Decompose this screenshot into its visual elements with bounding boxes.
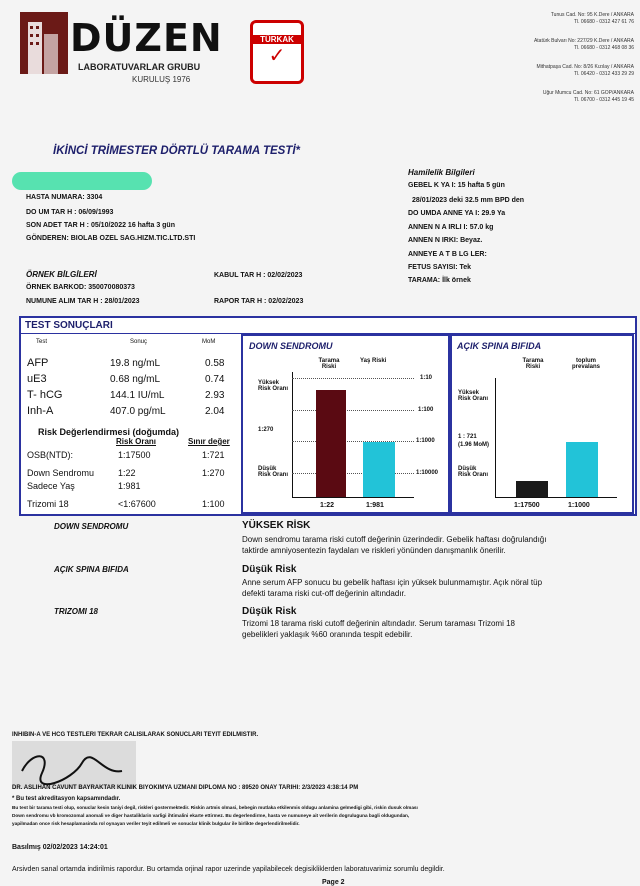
patient-sender: GÖNDEREN: BIOLAB OZEL SAG.HIZM.TIC.LTD.STI [26, 235, 196, 242]
down-tick-label: 1:10000 [416, 470, 439, 476]
interp-risk: Düşük Risk [242, 564, 297, 575]
sample-collection: NUMUNE ALIM TAR H : 28/01/2023 [26, 298, 140, 305]
interp-text: Trizomi 18 tarama riski cutoff değerinin altındadır. Serum taraması Trizomi 18 [242, 619, 515, 628]
down-y-axis [292, 372, 293, 498]
interp-text: Anne serum AFP sonucu bu gebelik haftası için yüksek bulunmamıştır. Açık nöral tüp [242, 578, 543, 587]
col-test: Test [36, 339, 48, 345]
interp-risk: Düşük Risk [242, 606, 297, 617]
fetus-count: FETUS SAYISI: Tek [408, 264, 472, 271]
pregnancy-ga-date: 28/01/2023 deki 32.5 mm BPD den [412, 197, 525, 204]
turkak-label: TÜRKAK [253, 35, 301, 44]
logo-building-icon [20, 12, 68, 74]
interp-label: AÇIK SPINA BIFIDA [54, 565, 129, 574]
down-tick-label: 1:100 [418, 407, 434, 413]
mother-race: ANNEN N IRKI: Beyaz. [408, 237, 483, 244]
down-bar-label: 1:22 [320, 502, 335, 509]
spina-y-low: Düşük Risk Oranı [458, 466, 489, 478]
spina-bar-screening [516, 481, 548, 497]
spina-chart-title: AÇIK SPINA BIFIDA [457, 341, 542, 351]
result-test: AFP [27, 357, 49, 369]
result-test: uE3 [27, 373, 47, 385]
interp-risk: YÜKSEK RİSK [242, 520, 311, 531]
redaction-mark [12, 172, 152, 190]
interp-label: DOWN SENDROMU [54, 522, 129, 531]
signature-image [12, 741, 136, 789]
printed-date: Basılmış 02/02/2023 14:24:01 [12, 844, 108, 851]
interp-label: TRIZOMI 18 [54, 607, 99, 616]
logo-subtitle: LABORATUVARLAR GRUBU [78, 62, 201, 72]
result-value: 0.68 ng/mL [110, 374, 161, 385]
pregnancy-title: Hamilelik Bilgileri [408, 168, 475, 177]
doctor-signature-line: DR. ASLIHAN CAVUNT BAYRAKTAR KLINIK BIYOKIMYA UZMANI DIPLOMA NO : 89520 ONAY TARIHI: 2/3/2023 4:38:14 PM [12, 785, 359, 791]
risk-title: Risk Değerlendirmesi (doğumda) [38, 427, 180, 437]
risk-ratio: 1:17500 [118, 450, 151, 460]
result-mom: 0.74 [205, 374, 225, 385]
check-icon: ✓ [268, 45, 286, 67]
down-grid-line [292, 441, 414, 442]
down-cutoff-label: 1:270 [258, 427, 274, 433]
result-value: 144.1 IU/mL [110, 390, 165, 401]
spina-bar-label: 1:1000 [568, 502, 590, 509]
down-grid-line [292, 378, 414, 379]
disclaimer-line: yapilmadan once risk hesaplamasinda rol oynayan veriler teyit edilmeli ve sonuclar klinik bulgular ile birlikte degerlendirilmelidir. [12, 821, 300, 826]
spina-cutoff-label: 1 : 721 [458, 434, 477, 440]
down-grid-line [292, 410, 414, 411]
logo-name: DÜZEN [70, 16, 223, 60]
result-test: Inh-A [27, 405, 54, 417]
mother-weight: ANNEN N A IRLI I: 57.0 kg [408, 224, 494, 231]
spina-legend-screening: Tarama Riski [522, 358, 544, 370]
down-tick-label: 1:1000 [416, 438, 435, 444]
result-mom: 0.58 [205, 358, 225, 369]
col-mom: MoM [202, 339, 216, 345]
down-bar-label: 1:981 [366, 502, 384, 509]
result-mom: 2.04 [205, 406, 225, 417]
risk-name: Trizomi 18 [27, 499, 69, 509]
spina-bar-label: 1:17500 [514, 502, 540, 509]
address-4: Uğur Mumcu Cad. No: 61 GOP/ANKARA Tl. 06700 - 0312 445 19 45 [542, 90, 634, 103]
risk-cutoff: 1:721 [202, 450, 225, 460]
col-result: Sonuç [130, 339, 148, 345]
risk-ratio: 1:981 [118, 481, 141, 491]
disclaimer-line: Bu test bir tarama testi olup, sonuclar kesin taniyi degil, riskleri gostermektedir. Riskin artmis olmasi, bebegin mutlaka etkilenmis oldugu anlamina gelmedigi gibi, riskin dusuk olması [12, 805, 418, 810]
interp-text: taktirde amniyosentezin faydaları ve riskleri yönünden danışmanlık önerilir. [242, 546, 506, 555]
risk-name: OSB(NTD): [27, 450, 73, 460]
address-3: Mithatpaşa Cad. No: 8/26 Kızılay / ANKARA Tl. 06420 - 0312 433 29 29 [536, 64, 634, 77]
interp-text: defekti tarama riski cut-off değerinin altındadır. [242, 589, 406, 598]
down-x-axis [292, 497, 414, 498]
spina-x-axis [495, 497, 617, 498]
address-2: Atatürk Bulvarı No: 227/29 K.Dere / ANKARA Tl. 06680 - 0312 468 08 36 [533, 38, 634, 51]
sample-report: RAPOR TAR H : 02/02/2023 [214, 298, 304, 305]
risk-cutoff: 1:100 [202, 499, 225, 509]
spina-y-high: Yüksek Risk Oranı [458, 390, 489, 402]
turkak-seal [250, 20, 304, 84]
down-bar-age [363, 442, 395, 497]
down-y-low: Düşük Risk Oranı [258, 466, 289, 478]
mother-age: DO UMDA ANNE YA I: 29.9 Ya [408, 210, 506, 217]
archive-note: Arsivden sanal ortamda indirilmis rapordur. Bu ortamda orjinal rapor uzerinde yapilabilecek degisikliklerden laboratuvarimiz sorumlu degildir. [12, 866, 445, 873]
spina-legend-prevalence: toplum prevalans [571, 358, 601, 370]
pregnancy-ga: GEBEL K YA I: 15 hafta 5 gün [408, 182, 505, 189]
screening-type: TARAMA: İlk örnek [408, 277, 471, 284]
down-y-high: Yüksek Risk Oranı [258, 380, 289, 392]
result-value: 19.8 ng/mL [110, 358, 161, 369]
risk-col-cutoff: Sınır değer [188, 437, 230, 446]
results-title: TEST SONUÇLARI [25, 320, 113, 331]
down-grid-line [292, 473, 414, 474]
down-legend-age: Yaş Riski [360, 358, 387, 364]
report-title: İKİNCİ TRİMESTER DÖRTLÜ TARAMA TESTİ* [53, 145, 301, 157]
page-number: Page 2 [322, 879, 345, 886]
down-tick-label: 1:10 [420, 375, 433, 381]
risk-name: Down Sendromu [27, 468, 95, 478]
risk-cutoff: 1:270 [202, 468, 225, 478]
interp-text: gebelikleri yaklaşık %60 oranında tespit edebilir. [242, 630, 413, 639]
spina-y-axis [495, 378, 496, 498]
patient-number: HASTA NUMARA: 3304 [26, 194, 103, 201]
sample-barcode: ÖRNEK BARKOD: 350070080373 [26, 284, 135, 291]
confirmation-note: INHIBIN-A VE HCG TESTLERI TEKRAR CALISILARAK SONUCLARI TEYIT EDILMISTIR. [12, 732, 259, 738]
logo-founded: KURULUŞ 1976 [132, 75, 191, 84]
sample-accept: KABUL TAR H : 02/02/2023 [214, 272, 303, 279]
risk-ratio: <1:67600 [118, 499, 156, 509]
down-chart-title: DOWN SENDROMU [249, 341, 333, 351]
spina-bar-prevalence [566, 442, 598, 497]
result-test: T- hCG [27, 389, 63, 401]
accreditation-note: * Bu test akreditasyon kapsamındadır. [12, 796, 121, 802]
risk-col-ratio: Risk Oranı [116, 437, 157, 446]
disclaimer-line: Down sendromu vb kromozomal anomali ve diger hastaliklarin varligi ihtimalini ekarte ettirmez. Bu degerlendirme, hasta ve numuneye ait verilerin dogruluguna bagli oldugundan, [12, 813, 410, 818]
result-value: 407.0 pg/mL [110, 406, 166, 417]
risk-name: Sadece Yaş [27, 481, 75, 491]
mother-diseases: ANNEYE A T B LG LER: [408, 251, 487, 258]
patient-last-period: SON ADET TAR H : 05/10/2022 16 hafta 3 gün [26, 222, 175, 229]
down-bar-screening [316, 390, 346, 497]
interp-text: Down sendromu tarama riski cutoff değerinin üzerindedir. Gebelik haftası doğrulandığı [242, 535, 547, 544]
risk-ratio: 1:22 [118, 468, 136, 478]
patient-birth: DO UM TAR H : 06/09/1993 [26, 209, 114, 216]
address-1: Tunus Cad. No: 95 K.Dere / ANKARA Tl. 06680 - 0312 427 61 76 [550, 12, 634, 25]
result-mom: 2.93 [205, 390, 225, 401]
down-legend-screening: Tarama Riski [318, 358, 340, 370]
sample-title: ÖRNEK BİLGİLERİ [26, 270, 97, 279]
spina-cutoff-mom: (1.96 MoM) [458, 442, 490, 448]
